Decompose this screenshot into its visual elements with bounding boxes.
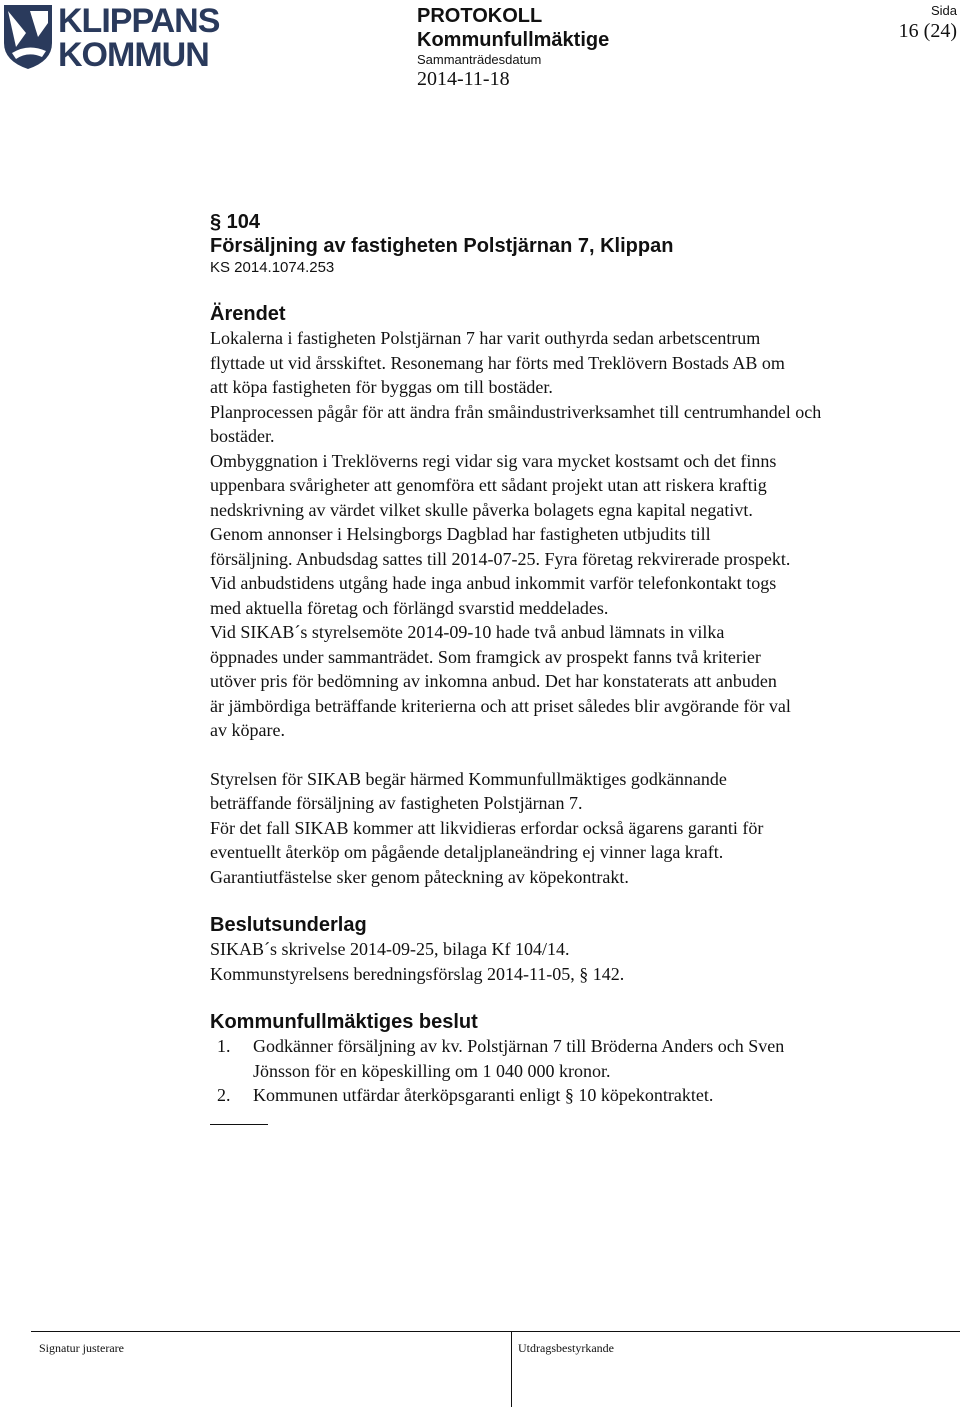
extract-label: Utdragsbestyrkande xyxy=(518,1341,614,1355)
page-label: Sida xyxy=(930,3,957,18)
document-type: PROTOKOLL xyxy=(417,5,543,27)
minutes-item xyxy=(210,210,940,1125)
page-number: 16 (24) xyxy=(898,20,957,42)
case-reference: KS 2014.1074.253 xyxy=(210,259,335,276)
text-line: Genom annonser i Helsingborgs Dagblad har fastigheten utbjudits till xyxy=(210,524,711,544)
governing-body: Kommunfullmäktige xyxy=(417,29,610,51)
text-line: försäljning. Anbudsdag sattes till 2014-07-25. Fyra företag rekvirerade prospekt. xyxy=(210,548,791,569)
decision-item-number: 2. xyxy=(217,1085,231,1105)
end-rule xyxy=(210,1124,268,1125)
decision-item xyxy=(210,1034,940,1083)
arendet-text-block-1 xyxy=(210,326,940,743)
decision-item-number: 1. xyxy=(217,1036,231,1056)
text-line: utöver pris för bedömning av inkomna anbud. Det har konstaterats att anbuden xyxy=(210,671,777,691)
logo-line-2: KOMMUN xyxy=(58,36,209,74)
decision-list xyxy=(210,1034,940,1108)
logo-line-1: KLIPPANS xyxy=(58,2,220,40)
municipality-logo xyxy=(0,0,220,74)
signature-footer xyxy=(31,1331,960,1407)
text-line: beträffande försäljning av fastigheten Polstjärnan 7. xyxy=(210,793,583,813)
beslutsunderlag-list xyxy=(210,937,940,986)
section-heading-arendet: Ärendet xyxy=(210,303,286,325)
text-line: Lokalerna i fastigheten Polstjärnan 7 har varit outhyrda sedan arbetscentrum xyxy=(210,328,761,348)
text-line: öppnades under sammanträdet. Som framgick av prospekt fanns två kriterier xyxy=(210,646,761,667)
text-line: nedskrivning av värdet vilket skulle påverka bolagets egna kapital negativt. xyxy=(210,499,753,520)
text-line: eventuellt återköp om pågående detaljplaneändring ej vinner laga kraft. xyxy=(210,842,724,862)
text-line: Vid anbudstidens utgång hade inga anbud inkommit varför telefonkontakt togs xyxy=(210,573,777,593)
text-line: SIKAB´s skrivelse 2014-09-25, bilaga Kf 104/14. xyxy=(210,939,570,959)
text-line: av köpare. xyxy=(210,720,285,740)
text-line: Kommunstyrelsens beredningsförslag 2014-11-05, § 142. xyxy=(210,963,625,984)
arendet-text-block-2 xyxy=(210,767,940,890)
logo-emblem-icon xyxy=(2,3,54,71)
text-line: uppenbara svårigheter att genomföra ett sådant projekt utan att riskera kraftig xyxy=(210,475,767,495)
decision-item-text: Godkänner försäljning av kv. Polstjärnan 7 till Bröderna Anders och Sven xyxy=(253,1036,785,1056)
meeting-date-label: Sammanträdesdatum xyxy=(417,52,542,67)
decision-item-text: Jönsson för en köpeskilling om 1 040 000 kronor. xyxy=(253,1060,611,1081)
text-line: bostäder. xyxy=(210,426,275,446)
decision-item xyxy=(210,1083,940,1108)
signature-label: Signatur justerare xyxy=(39,1341,124,1355)
section-heading-beslutsunderlag: Beslutsunderlag xyxy=(210,914,367,936)
item-title: Försäljning av fastigheten Polstjärnan 7, Klippan xyxy=(210,235,674,257)
text-line: flyttade ut vid årsskiftet. Resonemang har förts med Treklövern Bostads AB om xyxy=(210,352,785,373)
decision-item-text: Kommunen utfärdar återköpsgaranti enligt § 10 köpekontraktet. xyxy=(253,1085,714,1105)
text-line: med aktuella företag och förlängd svarstid meddelades. xyxy=(210,597,609,618)
section-heading-beslut: Kommunfullmäktiges beslut xyxy=(210,1011,478,1033)
text-line: att köpa fastigheten för byggas om till bostäder. xyxy=(210,377,553,397)
text-line: Styrelsen för SIKAB begär härmed Kommunfullmäktiges godkännande xyxy=(210,768,727,789)
text-line: För det fall SIKAB kommer att likvidieras erfordar också ägarens garanti för xyxy=(210,817,764,838)
text-line: är jämbördiga beträffande kriterierna och att priset således blir avgörande för val xyxy=(210,695,791,716)
text-line: Ombyggnation i Treklöverns regi vidar sig vara mycket kostsamt och det finns xyxy=(210,450,777,471)
text-line: Garantiutfästelse sker genom påteckning av köpekontrakt. xyxy=(210,866,629,887)
item-number: § 104 xyxy=(210,211,261,233)
text-line: Planprocessen pågår för att ändra från småindustriverksamhet till centrumhandel och xyxy=(210,401,822,422)
text-line: Vid SIKAB´s styrelsemöte 2014-09-10 hade två anbud lämnats in vilka xyxy=(210,622,725,642)
meeting-date: 2014-11-18 xyxy=(417,68,510,90)
footer-divider xyxy=(511,1332,512,1407)
